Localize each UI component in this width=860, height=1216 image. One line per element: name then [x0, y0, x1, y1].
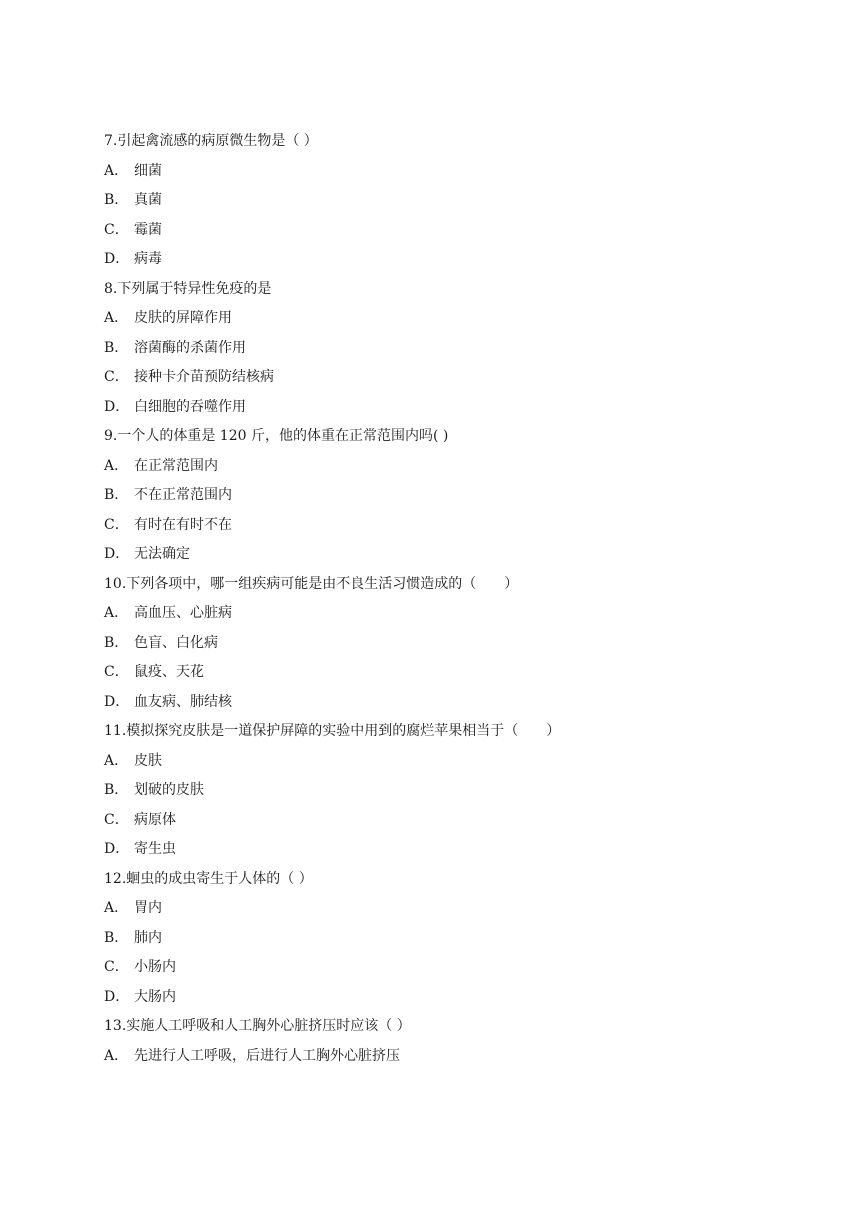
- question-7-option-a: [104, 157, 824, 187]
- option-letter: A．: [104, 752, 129, 769]
- question-7-option-c: [104, 216, 824, 246]
- option-text: 高血压、心脏病: [134, 605, 232, 621]
- option-text: 皮肤: [134, 752, 162, 769]
- question-7-stem: 7.引起禽流感的病原微生物是（ ）: [104, 133, 318, 149]
- option-letter: A．: [104, 162, 129, 179]
- option-text: 划破的皮肤: [134, 782, 204, 798]
- question-12-option-a: [104, 894, 824, 924]
- question-9-option-a: [104, 452, 824, 482]
- question-8-option-c: [104, 363, 824, 393]
- question-9-option-d: [104, 540, 824, 570]
- question-10-option-d: [104, 688, 824, 718]
- question-11-option-c: [104, 806, 824, 836]
- option-letter: B．: [104, 487, 129, 503]
- option-text: 病原体: [134, 811, 176, 828]
- option-text: 色盲、白化病: [134, 634, 218, 651]
- option-text: 无法确定: [134, 546, 190, 562]
- option-letter: C．: [104, 664, 129, 680]
- option-letter: B．: [104, 634, 129, 651]
- option-letter: B．: [104, 192, 129, 208]
- question-10-option-b: [104, 629, 824, 659]
- option-letter: A．: [104, 900, 129, 916]
- question-8-option-b: [104, 334, 824, 364]
- option-letter: D．: [104, 693, 130, 710]
- option-text: 先进行人工呼吸，后进行人工胸外心脏挤压: [134, 1047, 400, 1064]
- option-letter: A．: [104, 605, 129, 621]
- question-9-option-c: [104, 511, 824, 541]
- option-text: 鼠疫、天花: [134, 664, 204, 680]
- question-8-stem: 8.下列属于特异性免疫的是: [104, 280, 272, 297]
- option-letter: C．: [104, 516, 129, 533]
- question-13-stem: 13.实施人工呼吸和人工胸外心脏挤压时应该（ ）: [104, 1018, 411, 1034]
- option-letter: D．: [104, 398, 130, 415]
- option-text: 在正常范围内: [134, 457, 218, 474]
- question-7-option-d: [104, 245, 824, 275]
- option-letter: B．: [104, 339, 129, 356]
- option-letter: A．: [104, 1047, 129, 1064]
- option-text: 真菌: [134, 192, 162, 208]
- option-letter: C．: [104, 959, 129, 975]
- option-letter: D．: [104, 251, 130, 267]
- question-12-option-b: [104, 924, 824, 954]
- question-11-option-b: [104, 776, 824, 806]
- option-letter: D．: [104, 988, 130, 1005]
- question-13-option-a: [104, 1042, 824, 1072]
- question-7-option-b: [104, 186, 824, 216]
- question-11-option-a: [104, 747, 824, 777]
- option-letter: A．: [104, 310, 129, 326]
- option-text: 溶菌酶的杀菌作用: [134, 339, 246, 356]
- question-8-option-a: [104, 304, 824, 334]
- option-text: 皮肤的屏障作用: [134, 310, 232, 326]
- question-8-option-d: [104, 393, 824, 423]
- option-text: 霉菌: [134, 221, 162, 238]
- question-12-option-c: [104, 953, 824, 983]
- option-letter: C．: [104, 369, 129, 385]
- option-letter: C．: [104, 811, 129, 828]
- question-10-option-c: [104, 658, 824, 688]
- option-letter: B．: [104, 929, 129, 946]
- option-text: 细菌: [134, 162, 162, 179]
- option-letter: D．: [104, 841, 130, 857]
- question-9-stem: 9.一个人的体重是 120 斤，他的体重在正常范围内吗( ): [104, 428, 449, 444]
- question-10-stem: 10.下列各项中，哪一组疾病可能是由不良生活习惯造成的（ ）: [104, 575, 519, 592]
- option-text: 胃内: [134, 900, 162, 916]
- option-text: 不在正常范围内: [134, 487, 232, 503]
- option-text: 寄生虫: [134, 841, 176, 857]
- option-text: 小肠内: [134, 959, 176, 975]
- question-11-option-d: [104, 835, 824, 865]
- option-text: 肺内: [134, 929, 162, 946]
- option-text: 病毒: [134, 251, 162, 267]
- option-letter: D．: [104, 546, 130, 562]
- option-letter: A．: [104, 457, 129, 474]
- question-10-option-a: [104, 599, 824, 629]
- option-text: 大肠内: [134, 988, 176, 1005]
- option-text: 有时在有时不在: [134, 516, 232, 533]
- document-page: [104, 127, 824, 1071]
- option-text: 血友病、肺结核: [134, 693, 232, 710]
- question-12-option-d: [104, 983, 824, 1013]
- question-11-stem: 11.模拟探究皮肤是一道保护屏障的实验中用到的腐烂苹果相当于（ ）: [104, 723, 561, 739]
- option-letter: B．: [104, 782, 129, 798]
- option-letter: C．: [104, 221, 129, 238]
- question-12-stem: 12.蛔虫的成虫寄生于人体的（ ）: [104, 870, 313, 887]
- question-9-option-b: [104, 481, 824, 511]
- option-text: 接种卡介苗预防结核病: [134, 369, 274, 385]
- option-text: 白细胞的吞噬作用: [134, 398, 246, 415]
